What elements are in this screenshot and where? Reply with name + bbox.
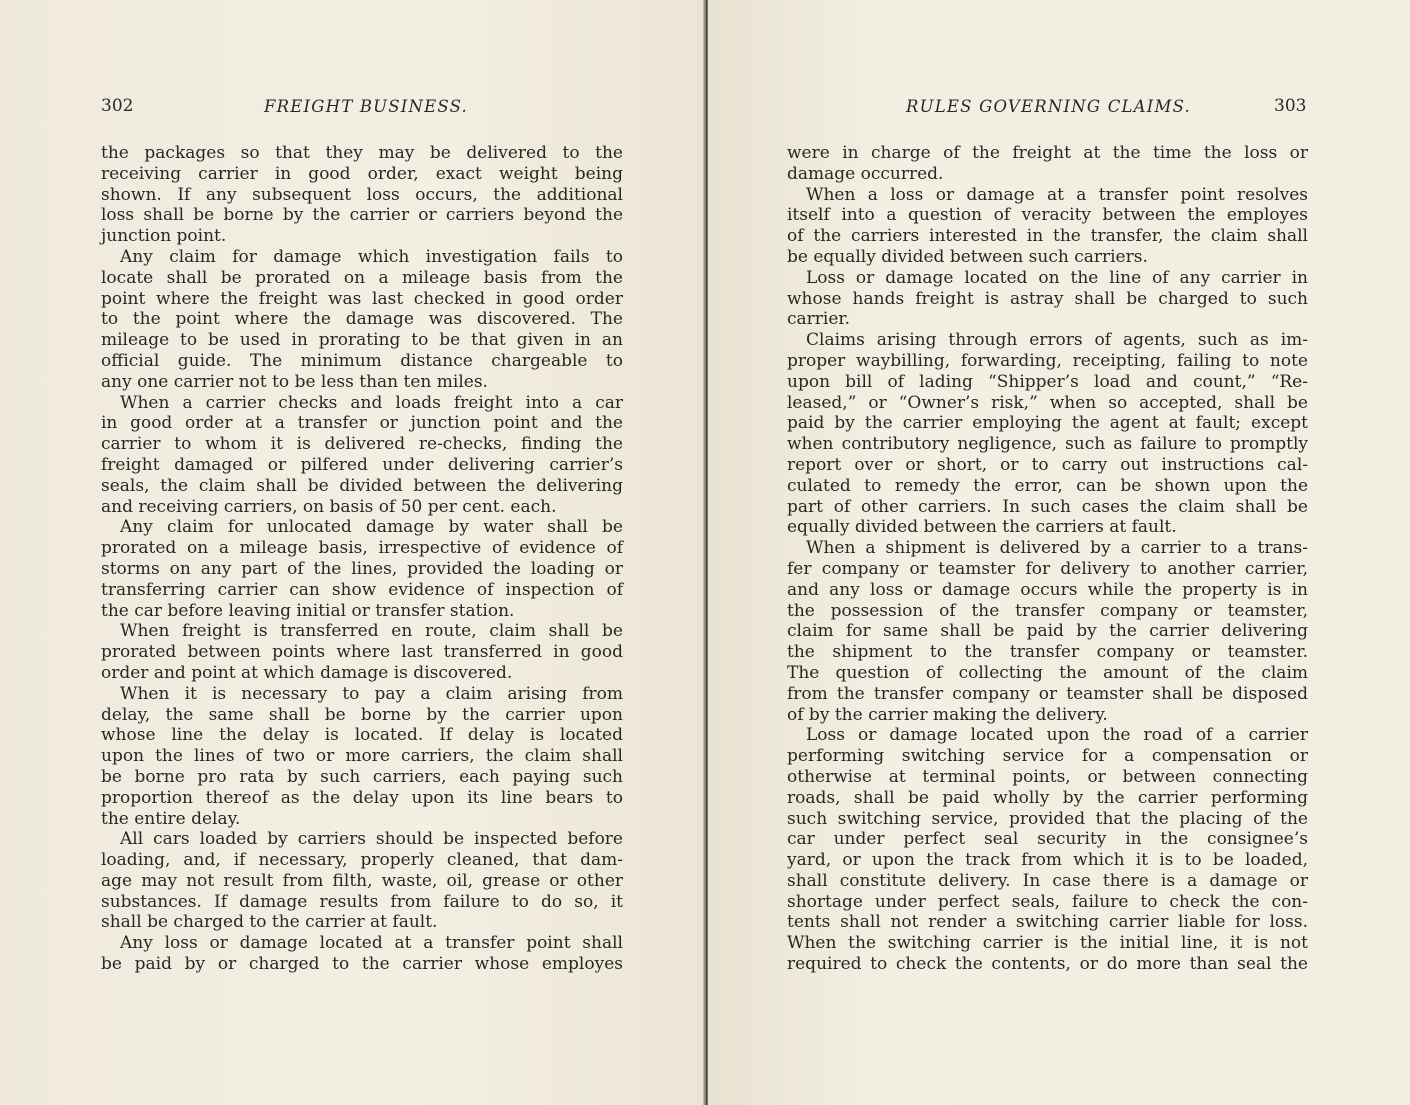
text-line: were in charge of the freight at the time the loss or — [787, 143, 1308, 163]
text-line: When a shipment is delivered by a carrier to a trans- — [806, 538, 1308, 559]
text-line: official guide. The minimum distance chargeable to — [101, 350, 623, 371]
text-line: such switching service, provided that the placing of the — [787, 808, 1308, 829]
text-line: damage occurred. — [787, 163, 944, 184]
text-line: When freight is transferred en route, claim shall be — [120, 621, 623, 642]
text-line: the shipment to the transfer company or teamster. — [787, 642, 1308, 663]
text-line: report over or short, or to carry out instructions cal- — [787, 454, 1308, 475]
text-line: storms on any part of the lines, provided the loading or — [101, 558, 623, 579]
text-line: mileage to be used in prorating to be that given in an — [101, 330, 623, 351]
text-line: when contributory negligence, such as failure to promptly — [787, 434, 1308, 455]
text-line: prorated between points where last transferred in good — [101, 642, 623, 663]
text-line: leased,” or “Owner’s risk,” when so accepted, shall be — [787, 392, 1308, 413]
text-line: age may not result from filth, waste, oil, grease or other — [101, 870, 623, 891]
text-line: loss shall be borne by the carrier or carriers beyond the — [101, 205, 623, 226]
text-line: shown. If any subsequent loss occurs, the additional — [101, 184, 623, 205]
text-line: upon the lines of two or more carriers, the claim shall — [101, 746, 623, 767]
page-number: 302 — [101, 96, 134, 116]
text-line: Any loss or damage located at a transfer point shall — [120, 933, 623, 954]
text-line: whose hands freight is astray shall be charged to such — [787, 288, 1308, 309]
text-line: and any loss or damage occurs while the property is in — [787, 579, 1308, 600]
page-number: 303 — [1274, 96, 1307, 116]
text-line: order and point at which damage is discovered. — [101, 662, 513, 683]
text-line: proportion thereof as the delay upon its line bears to — [101, 787, 623, 808]
text-line: yard, or upon the track from which it is to be loaded, — [787, 850, 1308, 871]
text-line: be paid by or charged to the carrier whose employes — [101, 954, 623, 975]
text-line: fer company or teamster for delivery to another carrier, — [787, 558, 1308, 579]
text-line: Loss or damage located upon the road of a carrier — [806, 725, 1308, 746]
text-line: prorated on a mileage basis, irrespective of evidence of — [101, 538, 623, 559]
text-line: point where the freight was last checked in good order — [101, 288, 623, 309]
text-line: upon bill of lading “Shipper’s load and count,” “Re- — [787, 371, 1308, 392]
text-line: When it is necessary to pay a claim arising from — [120, 683, 623, 704]
text-line: tents shall not render a switching carrier liable for loss. — [787, 912, 1308, 933]
text-line: seals, the claim shall be divided between the delivering — [101, 475, 623, 496]
text-line: All cars loaded by carriers should be inspected before — [120, 829, 623, 850]
text-line: of by the carrier making the delivery. — [787, 704, 1108, 725]
text-line: culated to remedy the error, can be shown upon the — [787, 475, 1308, 496]
text-line: The question of collecting the amount of the claim — [787, 662, 1308, 683]
text-line: Loss or damage located on the line of any carrier in — [806, 267, 1308, 288]
text-line: loading, and, if necessary, properly cleaned, that dam- — [101, 850, 623, 871]
text-line: shall be charged to the carrier at fault. — [101, 912, 438, 933]
text-line: freight damaged or pilfered under delivering carrier’s — [101, 454, 623, 475]
text-line: required to check the contents, or do more than seal the — [787, 954, 1308, 975]
text-line: be borne pro rata by such carriers, each paying such — [101, 766, 623, 787]
text-line: whose line the delay is located. If delay is located — [101, 725, 623, 746]
right-page-header — [906, 96, 1306, 120]
text-line: roads, shall be paid wholly by the carrier performing — [787, 787, 1308, 808]
text-line: When a carrier checks and loads freight into a car — [120, 392, 623, 413]
text-line: shall constitute delivery. In case there is a damage or — [787, 870, 1308, 891]
left-page-body — [101, 143, 623, 975]
text-line: otherwise at terminal points, or between connecting — [787, 766, 1308, 787]
right-page — [708, 0, 1410, 1105]
text-line: When the switching carrier is the initial line, it is not — [787, 933, 1308, 954]
text-line: shortage under perfect seals, failure to check the con- — [787, 891, 1308, 912]
text-line: paid by the carrier employing the agent at fault; except — [787, 413, 1308, 434]
text-line: Any claim for damage which investigation fails to — [120, 246, 623, 267]
text-line: the packages so that they may be delivered to the — [101, 143, 623, 163]
text-line: locate shall be prorated on a mileage basis from the — [101, 267, 623, 288]
text-line: the possession of the transfer company or teamster, — [787, 600, 1308, 621]
text-line: any one carrier not to be less than ten miles. — [101, 371, 488, 392]
text-line: Claims arising through errors of agents, such as im- — [806, 330, 1308, 351]
left-page-header — [101, 96, 623, 120]
text-line: car under perfect seal security in the consignee’s — [787, 829, 1308, 850]
text-line: receiving carrier in good order, exact weight being — [101, 163, 623, 184]
text-line: of the carriers interested in the transfer, the claim shall — [787, 226, 1308, 247]
text-line: junction point. — [101, 226, 227, 247]
left-page — [0, 0, 704, 1105]
text-line: equally divided between the carriers at fault. — [787, 517, 1177, 538]
text-line: the car before leaving initial or transfer station. — [101, 600, 515, 621]
text-line: Any claim for unlocated damage by water shall be — [120, 517, 623, 538]
running-head: RULES GOVERNING CLAIMS. — [906, 97, 1191, 116]
text-line: be equally divided between such carriers. — [787, 246, 1148, 267]
text-line: delay, the same shall be borne by the carrier upon — [101, 704, 623, 725]
text-line: proper waybilling, forwarding, receipting, failing to note — [787, 350, 1308, 371]
text-line: carrier to whom it is delivered re-checks, finding the — [101, 434, 623, 455]
text-line: carrier. — [787, 309, 851, 330]
running-head: FREIGHT BUSINESS. — [264, 97, 468, 116]
text-line: substances. If damage results from failure to do so, it — [101, 891, 623, 912]
text-line: from the transfer company or teamster shall be disposed — [787, 683, 1308, 704]
right-page-body — [787, 143, 1308, 975]
text-line: itself into a question of veracity between the employes — [787, 205, 1308, 226]
text-line: in good order at a transfer or junction point and the — [101, 413, 623, 434]
text-line: When a loss or damage at a transfer point resolves — [806, 184, 1308, 205]
text-line: the entire delay. — [101, 808, 241, 829]
text-line: to the point where the damage was discovered. The — [101, 309, 623, 330]
text-line: claim for same shall be paid by the carrier delivering — [787, 621, 1308, 642]
text-line: performing switching service for a compensation or — [787, 746, 1308, 767]
text-line: part of other carriers. In such cases the claim shall be — [787, 496, 1308, 517]
text-line: and receiving carriers, on basis of 50 per cent. each. — [101, 496, 557, 517]
text-line: transferring carrier can show evidence of inspection of — [101, 579, 623, 600]
